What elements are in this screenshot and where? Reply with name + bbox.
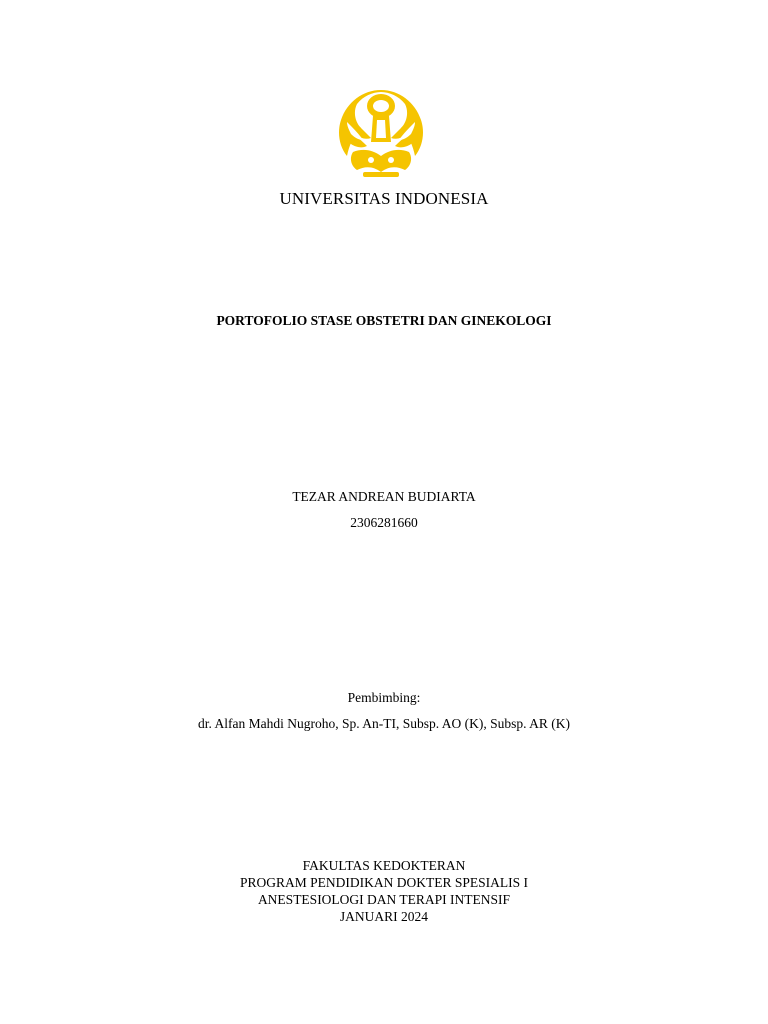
advisor-label: Pembimbing: (347, 690, 421, 705)
makara-ui-logo-icon (333, 86, 429, 178)
student-name: TEZAR ANDREAN BUDIARTA (292, 489, 476, 504)
document-date: JANUARI 2024 (339, 909, 429, 924)
advisor-name: dr. Alfan Mahdi Nugroho, Sp. An-TI, Subsp. AO (K), Subsp. AR (K) (197, 716, 570, 731)
footer-block (0, 857, 768, 925)
student-id: 2306281660 (350, 515, 418, 530)
faculty-name: FAKULTAS KEDOKTERAN (302, 858, 466, 873)
university-name: UNIVERSITAS INDONESIA (279, 189, 489, 208)
document-title: PORTOFOLIO STASE OBSTETRI DAN GINEKOLOGI (216, 313, 552, 328)
department-name: ANESTESIOLOGI DAN TERAPI INTENSIF (257, 892, 511, 907)
program-name: PROGRAM PENDIDIKAN DOKTER SPESIALIS I (239, 875, 528, 890)
